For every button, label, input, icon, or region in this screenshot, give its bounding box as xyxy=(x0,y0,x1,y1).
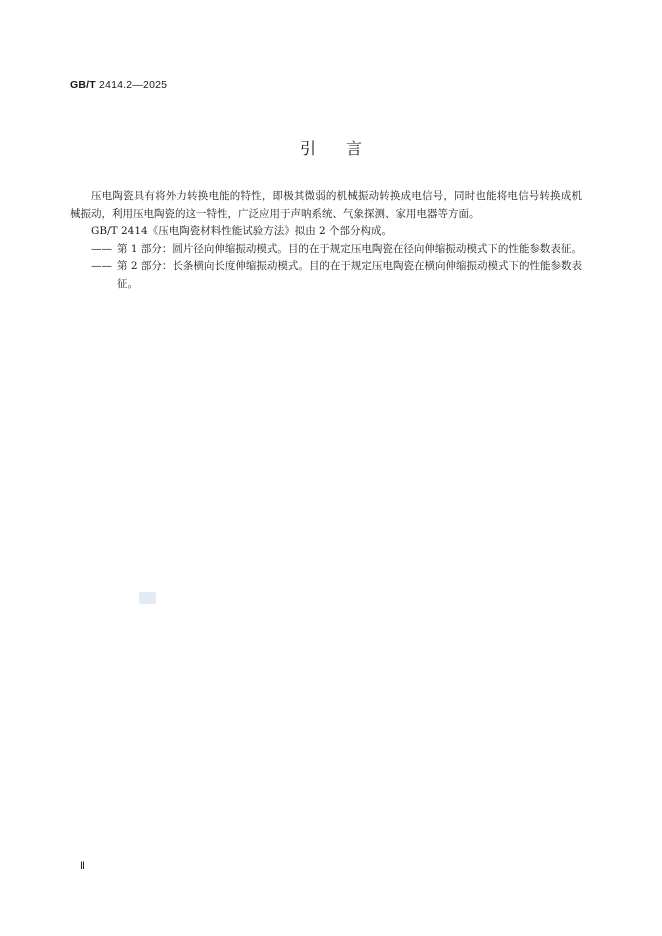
intro-paragraph: 压电陶瓷具有将外力转换电能的特性，即极其微弱的机械振动转换成电信号，同时也能将电信号转换成机械振动，利用压电陶瓷的这一特性，广泛应用于声呐系统、气象探测、家用电器等方面。 xyxy=(70,190,582,220)
structure-paragraph: GB/T 2414《压电陶瓷材料性能试验方法》拟由 2 个部分构成。 xyxy=(91,225,393,237)
standard-code-number: 2414.2—2025 xyxy=(95,79,168,91)
watermark-logo xyxy=(139,592,156,604)
standard-code xyxy=(70,79,167,91)
list-dash: —— xyxy=(91,242,112,255)
list-item xyxy=(70,241,582,259)
page-title: 引言 xyxy=(299,139,392,158)
page-number: Ⅱ xyxy=(80,861,85,872)
list-item-text: 第 1 部分：圆片径向伸缩振动模式。目的在于规定压电陶瓷在径向伸缩振动模式下的性能参数表征。 xyxy=(117,242,582,255)
standard-code-prefix: GB/T xyxy=(70,79,96,91)
list-item-text: 第 2 部分：长条横向长度伸缩振动模式。目的在于规定压电陶瓷在横向伸缩振动模式下的性能参数表征。 xyxy=(117,260,582,290)
list-item xyxy=(70,258,582,293)
document-body xyxy=(70,188,582,293)
list-dash: —— xyxy=(91,260,112,272)
